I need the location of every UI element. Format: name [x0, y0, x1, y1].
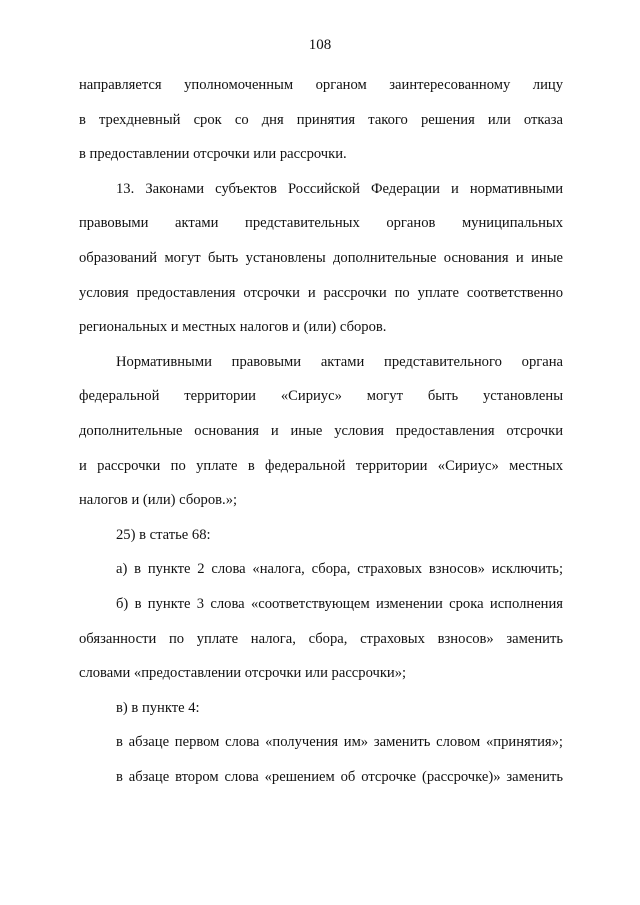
text-line: б) в пункте 3 слова «соответствующем изменении срока исполнения [116, 596, 563, 612]
text-line: в предоставлении отсрочки или рассрочки. [79, 146, 347, 162]
text-line: словами «предоставлении отсрочки или рассрочки»; [79, 665, 407, 681]
text-line: направляется уполномоченным органом заинтересованному лицу [79, 77, 563, 93]
text-line: в абзаце втором слова «решением об отсрочке (рассрочке)» заменить [116, 769, 563, 785]
text-line: условия предоставления отсрочки и рассрочки по уплате соответственно [79, 285, 563, 301]
text-line: правовыми актами представительных органов муниципальных [79, 215, 563, 231]
page-number: 108 [308, 37, 332, 53]
text-line: федеральной территории «Сириус» могут быть установлены [79, 388, 563, 404]
text-line: 13. Законами субъектов Российской Федерации и нормативными [116, 181, 563, 197]
text-line: 25) в статье 68: [116, 527, 211, 543]
text-line: а) в пункте 2 слова «налога, сбора, страховых взносов» исключить; [116, 561, 563, 577]
text-line: образований могут быть установлены дополнительные основания и иные [79, 250, 563, 266]
text-line: в абзаце первом слова «получения им» заменить словом «принятия»; [116, 734, 563, 750]
text-line: Нормативными правовыми актами представительного органа [116, 354, 563, 370]
text-line: региональных и местных налогов и (или) сборов. [79, 319, 387, 335]
text-line: и рассрочки по уплате в федеральной территории «Сириус» местных [79, 458, 563, 474]
text-line: обязанности по уплате налога, сбора, страховых взносов» заменить [79, 631, 563, 647]
text-line: в трехдневный срок со дня принятия такого решения или отказа [79, 112, 563, 128]
text-line: дополнительные основания и иные условия предоставления отсрочки [79, 423, 563, 439]
text-line: в) в пункте 4: [116, 700, 200, 716]
text-line: налогов и (или) сборов.»; [79, 492, 238, 508]
